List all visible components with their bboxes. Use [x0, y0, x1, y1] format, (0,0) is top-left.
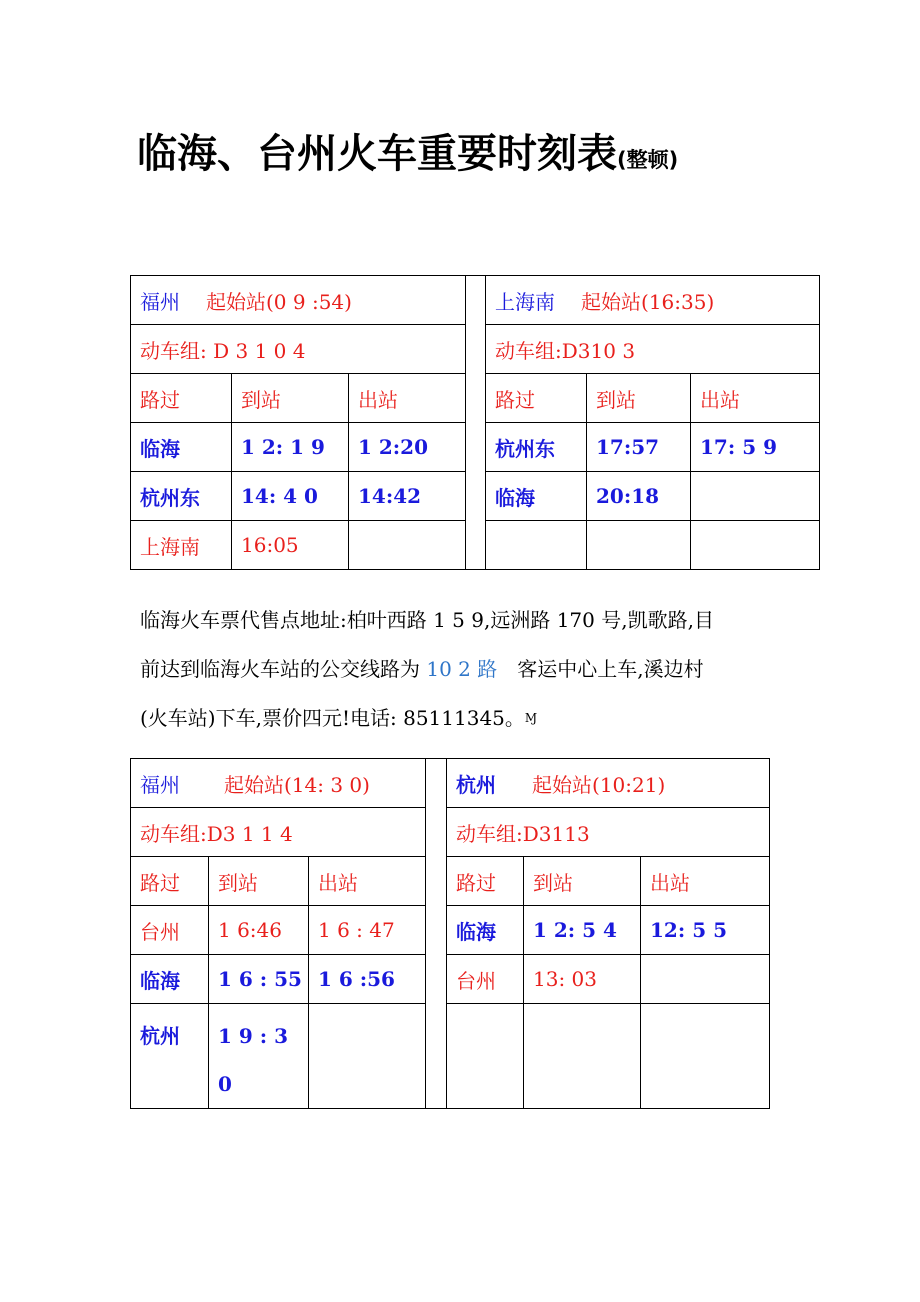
timetable-2	[130, 758, 770, 1109]
depart-cell	[349, 521, 466, 570]
origin-station: 福州	[140, 772, 180, 797]
paragraph-line-1: 临海火车票代售点地址:柏叶西路 1 5 9,远洲路 170 号,凯歌路,目	[140, 608, 714, 632]
train-header-right	[486, 276, 820, 325]
start-time: 起始站(0 9 :54)	[206, 289, 352, 314]
paragraph-line-2	[140, 645, 790, 694]
arrive-cell: 13: 03	[524, 955, 641, 1004]
table-row	[131, 906, 770, 955]
depart-cell: 14:42	[349, 472, 466, 521]
arrive-cell: 1 2: 5 4	[524, 906, 641, 955]
station-cell: 杭州	[131, 1004, 209, 1109]
header-pass: 路过	[486, 374, 587, 423]
paragraph-text: 前达到临海火车站的公交线路为	[140, 657, 427, 681]
depart-cell	[641, 1004, 770, 1109]
train-header-right	[447, 759, 770, 808]
depart-cell: 17: 5 9	[691, 423, 820, 472]
header-pass: 路过	[131, 374, 232, 423]
bus-route: 10 2 路	[426, 657, 498, 681]
table-row	[131, 1004, 770, 1109]
depart-cell	[309, 1004, 426, 1109]
arrive-cell	[524, 1004, 641, 1109]
station-cell	[486, 521, 587, 570]
table-divider	[426, 759, 447, 1109]
timetable-1	[130, 275, 820, 570]
station-cell: 临海	[131, 423, 232, 472]
arrive-cell: 17:57	[587, 423, 691, 472]
train-number: 动车组: D 3 1 0 4	[131, 325, 466, 374]
table-row	[131, 955, 770, 1004]
station-cell: 台州	[447, 955, 524, 1004]
arrive-cell: 14: 4 0	[232, 472, 349, 521]
station-cell: 杭州东	[131, 472, 232, 521]
title-main: 临海、台州火车重要时刻表	[137, 131, 617, 177]
header-arrive: 到站	[232, 374, 349, 423]
start-time: 起始站(14: 3 0)	[224, 772, 370, 797]
depart-cell: 1 6 : 47	[309, 906, 426, 955]
header-depart: 出站	[691, 374, 820, 423]
station-cell: 临海	[486, 472, 587, 521]
start-time: 起始站(10:21)	[532, 772, 666, 797]
arrive-cell: 1 6:46	[209, 906, 309, 955]
header-depart: 出站	[641, 857, 770, 906]
header-pass: 路过	[131, 857, 209, 906]
station-cell	[447, 1004, 524, 1109]
paragraph-mark-icon: Ɱ	[524, 711, 538, 725]
station-cell: 杭州东	[486, 423, 587, 472]
arrive-cell: 1 2: 1 9	[232, 423, 349, 472]
station-cell: 台州	[131, 906, 209, 955]
train-number: 动车组:D3113	[447, 808, 770, 857]
header-arrive: 到站	[524, 857, 641, 906]
origin-station: 杭州	[456, 772, 497, 797]
arrive-cell: 20:18	[587, 472, 691, 521]
station-cell: 临海	[131, 955, 209, 1004]
depart-cell: 1 2:20	[349, 423, 466, 472]
station-cell: 上海南	[131, 521, 232, 570]
paragraph-text: 客运中心上车,溪边村	[497, 657, 704, 681]
header-depart: 出站	[309, 857, 426, 906]
arrive-cell: 16:05	[232, 521, 349, 570]
station-cell: 临海	[447, 906, 524, 955]
paragraph-text: (火车站)下车,票价四元!电话: 85111345。	[140, 706, 525, 730]
table-divider	[466, 276, 486, 570]
train-number: 动车组:D310 3	[486, 325, 820, 374]
depart-cell: 12: 5 5	[641, 906, 770, 955]
header-pass: 路过	[447, 857, 524, 906]
train-header-left	[131, 759, 426, 808]
page-title	[137, 122, 678, 182]
header-arrive: 到站	[209, 857, 309, 906]
depart-cell: 1 6 :56	[309, 955, 426, 1004]
depart-cell	[691, 521, 820, 570]
paragraph-line-3	[140, 694, 790, 743]
ticket-info-paragraph	[140, 596, 790, 743]
arrive-cell: 1 9 : 3 0	[209, 1004, 309, 1109]
title-sub: (整顿)	[617, 148, 679, 172]
train-header-left	[131, 276, 466, 325]
start-time: 起始站(16:35)	[581, 289, 715, 314]
train-number: 动车组:D3 1 1 4	[131, 808, 426, 857]
arrive-cell: 1 6 : 55	[209, 955, 309, 1004]
origin-station: 福州	[140, 289, 180, 314]
arrive-cell	[587, 521, 691, 570]
origin-station: 上海南	[495, 289, 556, 314]
depart-cell	[691, 472, 820, 521]
header-depart: 出站	[349, 374, 466, 423]
depart-cell	[641, 955, 770, 1004]
header-arrive: 到站	[587, 374, 691, 423]
